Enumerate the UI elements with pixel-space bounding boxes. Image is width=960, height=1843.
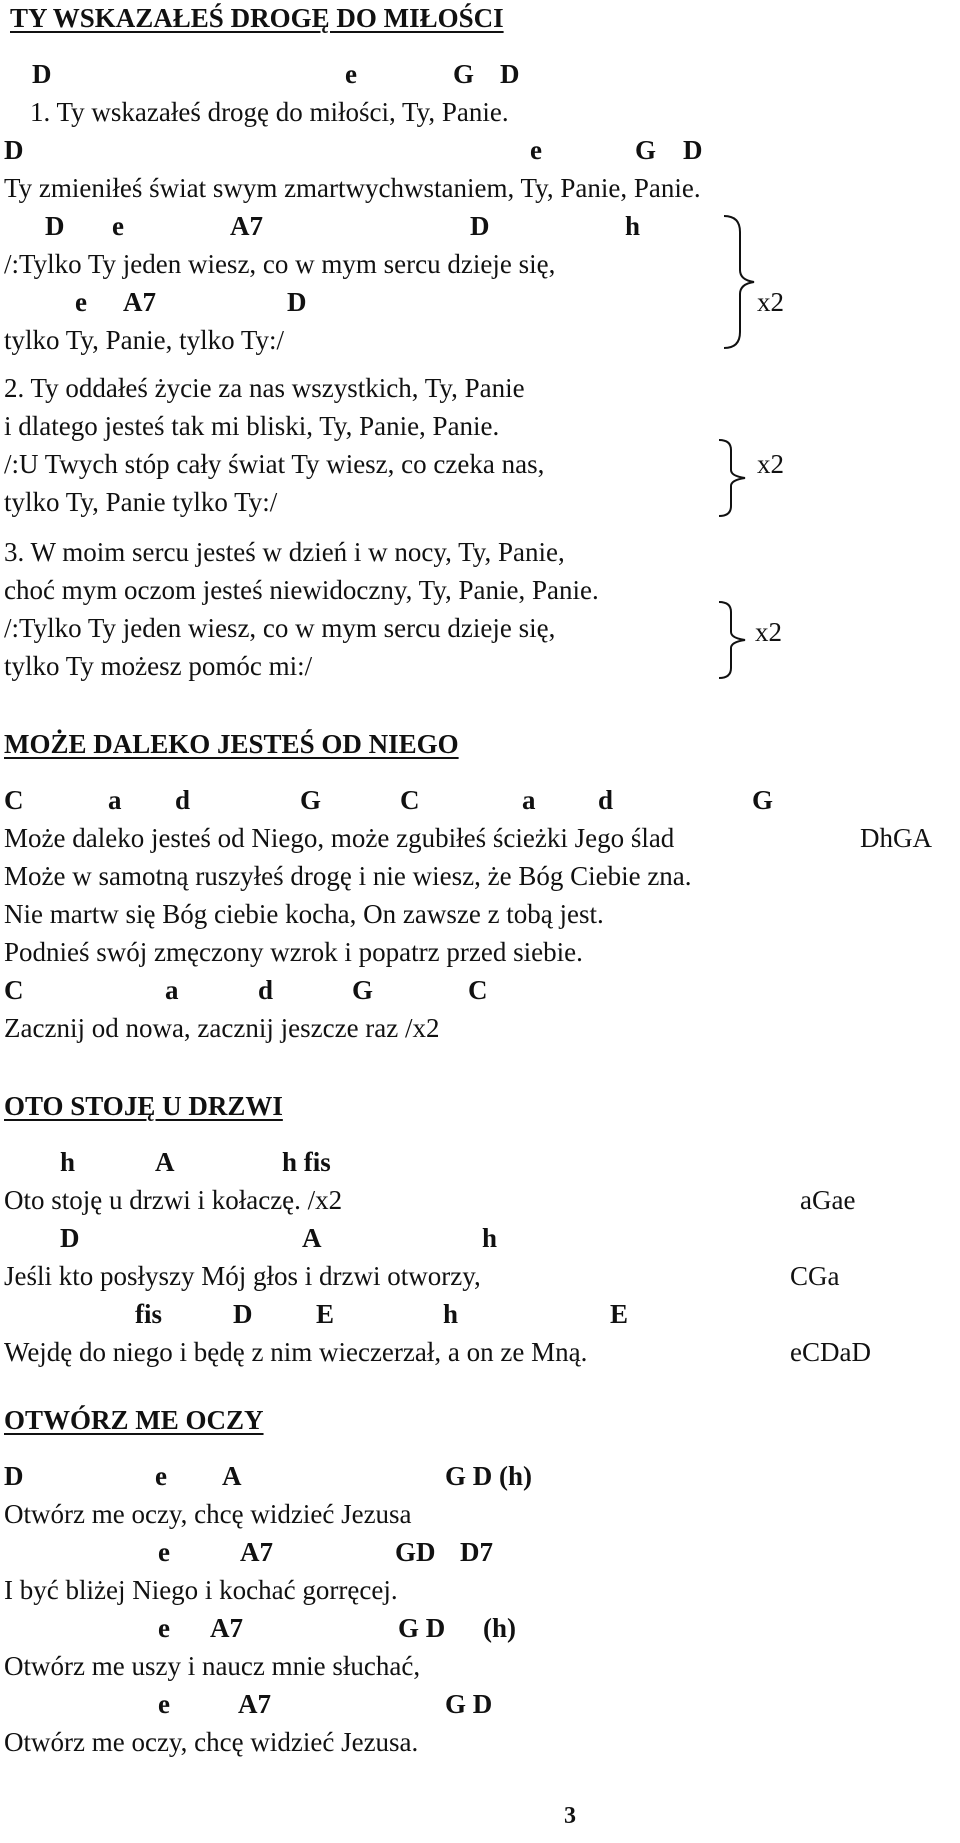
chord: G — [300, 785, 322, 815]
chord: (h) — [483, 1613, 516, 1643]
chord: A — [222, 1461, 242, 1491]
lyric-line: Otwórz me oczy, chcę widzieć Jezusa — [4, 1499, 412, 1529]
chord: A7 — [123, 287, 156, 317]
chord: e — [158, 1689, 170, 1719]
lyric-line: Może w samotną ruszyłeś drogę i nie wiesz, że Bóg Ciebie zna. — [4, 861, 692, 891]
chord: C — [468, 975, 488, 1005]
chord: D — [4, 1461, 24, 1491]
repeat-marker: x2 — [757, 449, 784, 479]
chord: D — [683, 135, 703, 165]
chord: h — [482, 1223, 498, 1253]
lyric-line: i dlatego jesteś tak mi bliski, Ty, Panie, Panie. — [4, 411, 500, 441]
song-title: OTWÓRZ ME OCZY — [4, 1405, 264, 1435]
repeat-brace-icon — [715, 436, 755, 520]
repeat-marker: x2 — [755, 617, 782, 647]
chord: A7 — [210, 1613, 243, 1643]
chord: A — [155, 1147, 175, 1177]
chord: C — [4, 975, 24, 1005]
chord: e — [530, 135, 542, 165]
chord: h — [625, 211, 641, 241]
lyric-line: Wejdę do niego i będę z nim wieczerzał, a on ze Mną. — [4, 1337, 588, 1367]
chord: A — [302, 1223, 322, 1253]
chord: e — [345, 59, 357, 89]
chord: G — [635, 135, 657, 165]
lyric-line: Może daleko jesteś od Niego, może zgubiłeś ścieżki Jego ślad — [4, 823, 675, 853]
lyric-line: tylko Ty możesz pomóc mi:/ — [4, 651, 313, 681]
lyric-line: Podnieś swój zmęczony wzrok i popatrz przed siebie. — [4, 937, 583, 967]
chord: G — [752, 785, 774, 815]
chord: D — [60, 1223, 80, 1253]
chord: C — [4, 785, 24, 815]
repeat-brace-icon — [715, 598, 755, 684]
chord: D — [4, 135, 24, 165]
lyric-line: Oto stoję u drzwi i kołaczę. /x2 — [4, 1185, 343, 1215]
chord: A7 — [240, 1537, 273, 1567]
song-title: TY WSKAZAŁEŚ DROGĘ DO MIŁOŚCI — [10, 3, 504, 33]
chord: fis — [135, 1299, 162, 1329]
lyric-line: tylko Ty, Panie, tylko Ty:/ — [4, 325, 284, 355]
lyric-line: 3. W moim sercu jesteś w dzień i w nocy, Ty, Panie, — [4, 537, 565, 567]
lyric-line: I być bliżej Niego i kochać gorręcej. — [4, 1575, 398, 1605]
chord: D — [287, 287, 307, 317]
chord: D — [500, 59, 520, 89]
chord: D — [32, 59, 52, 89]
song-title: MOŻE DALEKO JESTEŚ OD NIEGO — [4, 729, 459, 759]
chord: E — [610, 1299, 629, 1329]
lyric-line: Ty zmieniłeś świat swym zmartwychwstaniem, Ty, Panie, Panie. — [4, 173, 701, 203]
chord: e — [75, 287, 87, 317]
chord: A7 — [230, 211, 263, 241]
chord: D — [45, 211, 65, 241]
chord: h fis — [282, 1147, 331, 1177]
repeat-brace-icon — [720, 212, 760, 352]
lyric-line: Otwórz me oczy, chcę widzieć Jezusa. — [4, 1727, 419, 1757]
side-chords: eCDaD — [790, 1337, 871, 1367]
lyric-line: Nie martw się Bóg ciebie kocha, On zawsze z tobą jest. — [4, 899, 604, 929]
chord: h — [60, 1147, 76, 1177]
chord: G D — [398, 1613, 446, 1643]
chord: G — [352, 975, 374, 1005]
lyric-line: /:Tylko Ty jeden wiesz, co w mym sercu dzieje się, — [4, 613, 556, 643]
chord: G — [453, 59, 475, 89]
chord: C — [400, 785, 420, 815]
chord: G D — [445, 1689, 493, 1719]
chord: d — [598, 785, 614, 815]
chord: E — [316, 1299, 335, 1329]
song-title: OTO STOJĘ U DRZWI — [4, 1091, 283, 1121]
chord: h — [443, 1299, 459, 1329]
chord: GD — [395, 1537, 436, 1567]
lyric-line: Jeśli kto posłyszy Mój głos i drzwi otworzy, — [4, 1261, 481, 1291]
lyric-line: /:Tylko Ty jeden wiesz, co w mym sercu dzieje się, — [4, 249, 556, 279]
chord: a — [165, 975, 179, 1005]
lyric-line: choć mym oczom jesteś niewidoczny, Ty, Panie, Panie. — [4, 575, 599, 605]
lyric-line: /:U Twych stóp cały świat Ty wiesz, co czeka nas, — [4, 449, 545, 479]
lyric-line: 2. Ty oddałeś życie za nas wszystkich, Ty, Panie — [4, 373, 525, 403]
chord: e — [158, 1613, 170, 1643]
lyric-line: Otwórz me uszy i naucz mnie słuchać, — [4, 1651, 421, 1681]
chord: D7 — [460, 1537, 493, 1567]
lyric-line: tylko Ty, Panie tylko Ty:/ — [4, 487, 278, 517]
page-number: 3 — [564, 1803, 576, 1829]
repeat-marker: x2 — [757, 287, 784, 317]
lyric-line: Zacznij od nowa, zacznij jeszcze raz /x2 — [4, 1013, 440, 1043]
chord: D — [233, 1299, 253, 1329]
side-chords: CGa — [790, 1261, 840, 1291]
side-chords: DhGA — [860, 823, 932, 853]
chord: e — [158, 1537, 170, 1567]
lyric-line: 1. Ty wskazałeś drogę do miłości, Ty, Panie. — [30, 97, 509, 127]
chord: e — [112, 211, 124, 241]
chord: e — [155, 1461, 167, 1491]
chord: a — [522, 785, 536, 815]
chord: D — [470, 211, 490, 241]
side-chords: aGae — [800, 1185, 856, 1215]
chord: G D (h) — [445, 1461, 532, 1491]
chord: d — [258, 975, 274, 1005]
chord: A7 — [238, 1689, 271, 1719]
chord: d — [175, 785, 191, 815]
chord: a — [108, 785, 122, 815]
